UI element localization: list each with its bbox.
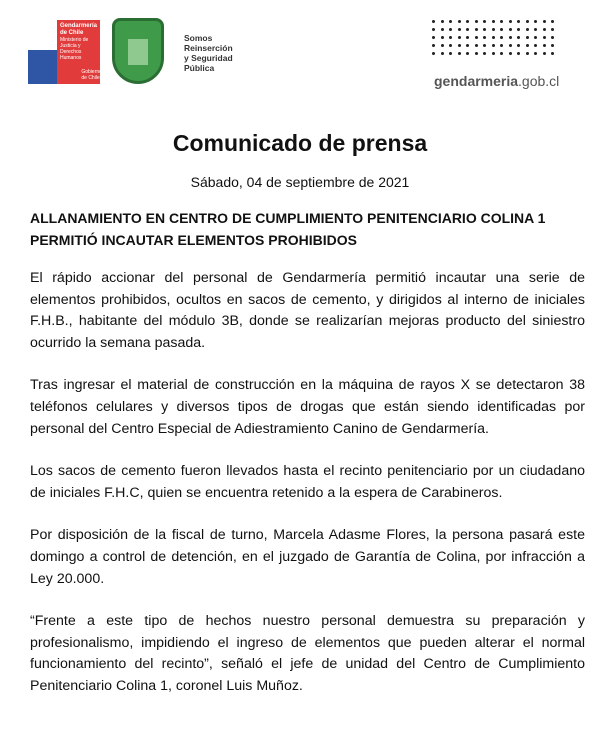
dot: [534, 36, 537, 39]
article-body: [30, 268, 585, 719]
dot: [509, 52, 512, 55]
dot: [432, 52, 435, 55]
paragraph: Por disposición de la fiscal de turno, Marcela Adasme Flores, la persona pasará este domingo a control de detención, en el juzgado de Garantía de Colina, por infracción a Ley 20.000.: [30, 527, 585, 587]
dot: [543, 52, 546, 55]
dot: [543, 20, 546, 23]
dot: [492, 36, 495, 39]
letterhead: [0, 0, 600, 100]
dot: [441, 52, 444, 55]
dot: [543, 28, 546, 31]
dot: [526, 52, 529, 55]
dot: [483, 20, 486, 23]
dot: [534, 52, 537, 55]
dot: [526, 44, 529, 47]
dot: [458, 36, 461, 39]
dot: [458, 28, 461, 31]
dot: [551, 44, 554, 47]
dot: [475, 44, 478, 47]
dot: [475, 52, 478, 55]
dot: [517, 20, 520, 23]
dot: [492, 44, 495, 47]
dot: [551, 28, 554, 31]
dot: [441, 20, 444, 23]
dot: [534, 28, 537, 31]
gobierno-de-chile-logo: [28, 20, 100, 84]
website-label: gendarmeria.gob.cl: [434, 73, 560, 89]
paragraph: El rápido accionar del personal de Gendarmería permitió incautar una serie de elementos prohibidos, ocultos en sacos de cemento, y dirigidos al interno de iniciales F.H.B., habitante del módulo 3B, donde se realizarían mejoras producto del siniestro ocurrido la semana pasada.: [30, 270, 585, 351]
dot: [475, 28, 478, 31]
dot: [492, 52, 495, 55]
dot: [509, 20, 512, 23]
paragraph: Tras ingresar el material de construcción en la máquina de rayos X se detectaron 38 teléfonos celulares y diversos tipos de drogas que están siendo identificadas por personal del Centro Especial de Adiestramiento Canino de Gendarmería.: [30, 377, 585, 437]
dot: [475, 36, 478, 39]
dot: [551, 36, 554, 39]
dot: [500, 44, 503, 47]
dot: [458, 20, 461, 23]
dot: [492, 20, 495, 23]
dot: [526, 28, 529, 31]
dot: [432, 28, 435, 31]
dot: [432, 44, 435, 47]
dot: [466, 36, 469, 39]
logo-subtext: Ministerio de Justicia y Derechos Humanos: [59, 37, 89, 62]
dot: [500, 28, 503, 31]
dot: [509, 44, 512, 47]
dot: [475, 20, 478, 23]
dot: [483, 44, 486, 47]
dot: [526, 20, 529, 23]
dot: [509, 36, 512, 39]
dot: [543, 44, 546, 47]
logo-footer: Gobierno de Chile: [81, 69, 102, 81]
dot: [492, 28, 495, 31]
dot: [449, 20, 452, 23]
dot-pattern-logo: [432, 20, 560, 55]
dot: [500, 20, 503, 23]
dot: [466, 20, 469, 23]
dot: [441, 36, 444, 39]
dot: [483, 36, 486, 39]
dot: [517, 28, 520, 31]
dot: [517, 36, 520, 39]
dot: [466, 44, 469, 47]
dot: [534, 20, 537, 23]
slogan: Somos Reinserción y Seguridad Pública: [184, 33, 233, 73]
dot: [500, 36, 503, 39]
dot: [534, 44, 537, 47]
dot: [458, 44, 461, 47]
dot: [449, 44, 452, 47]
dot: [449, 28, 452, 31]
headline: ALLANAMIENTO EN CENTRO DE CUMPLIMIENTO PENITENCIARIO COLINA 1 PERMITIÓ INCAUTAR ELEMENTOS PROHIBIDOS: [30, 210, 546, 248]
dot: [458, 52, 461, 55]
dot: [551, 52, 554, 55]
dot: [441, 28, 444, 31]
logo-text: Gendarmería de Chile: [59, 23, 97, 37]
gendarmeria-shield-logo: [112, 18, 164, 84]
dot: [551, 20, 554, 23]
dot: [517, 44, 520, 47]
dot: [526, 36, 529, 39]
dot: [500, 52, 503, 55]
dot: [509, 28, 512, 31]
dot: [432, 36, 435, 39]
dot: [449, 36, 452, 39]
date: Sábado, 04 de septiembre de 2021: [190, 174, 410, 190]
dot: [449, 52, 452, 55]
dot: [466, 28, 469, 31]
paragraph: Los sacos de cemento fueron llevados hasta el recinto penitenciario por un ciudadano de iniciales F.H.C, quien se encuentra retenido a la espera de Carabineros.: [30, 463, 585, 501]
dot: [466, 52, 469, 55]
dot: [483, 28, 486, 31]
paragraph: “Frente a este tipo de hechos nuestro personal demuestra su preparación y profesionalismo, impidiendo el ingreso de elementos que pueden alterar el normal funcionamiento del recinto”, señaló el jefe de unidad del Centro de Cumplimiento Penitenciario Colina 1, coronel Luis Muñoz.: [30, 613, 585, 694]
dot: [432, 20, 435, 23]
dot: [441, 44, 444, 47]
dot: [483, 52, 486, 55]
page-title: Comunicado de prensa: [172, 130, 428, 156]
dot: [517, 52, 520, 55]
dot: [543, 36, 546, 39]
